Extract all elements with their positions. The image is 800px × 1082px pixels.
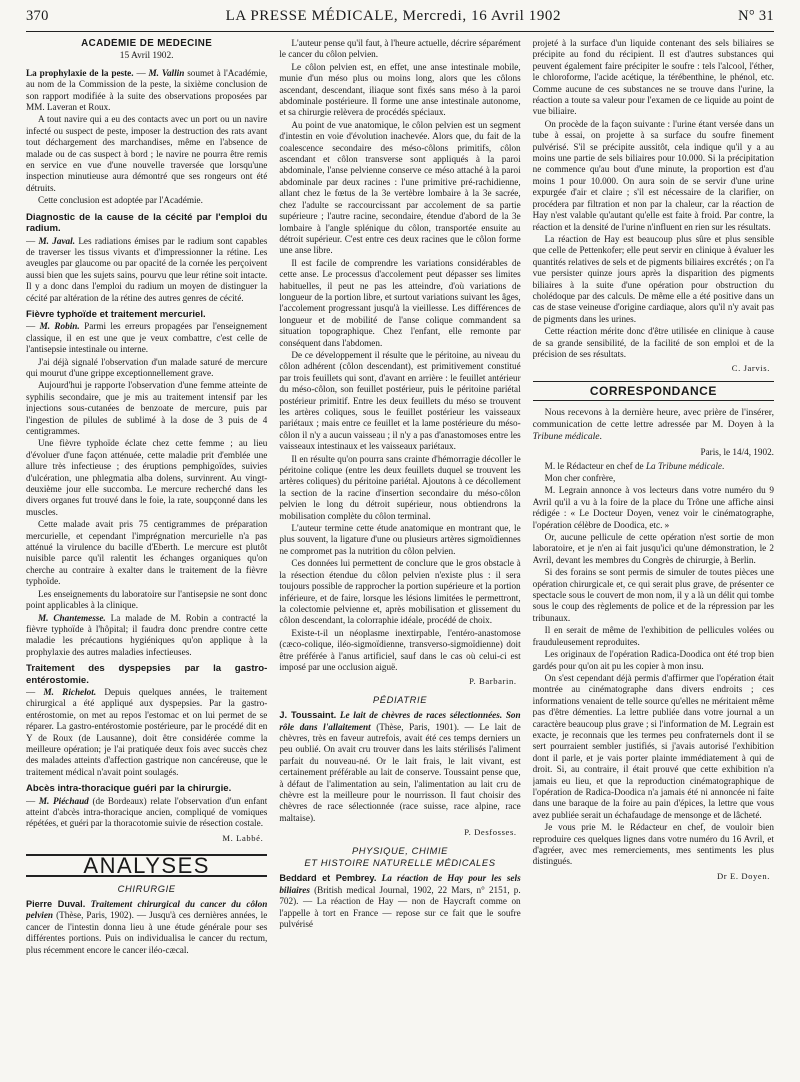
column-3 <box>533 38 774 1076</box>
letter-recipient <box>533 461 774 472</box>
ref-source: (Thèse, Paris, 1901). <box>370 721 460 732</box>
columns <box>26 38 774 1076</box>
paragraph: Au point de vue anatomique, le côlon pelvien est un segment d'intestin en voie d'évolution inachevée. Alors que, du fait de la coalescence secondaire des méso-côlons primitifs, côlon ascendant et côlon transverse sont appliqués à la paroi abdominale, l'anse pelvienne conserve ce méso attaché à la paroi abdominale par deux racines : l'une primitive pré-rachidienne, allant chez le fœtus de la 3e vertèbre lombaire à la 3e sacrée, chez l'adulte se raccourcissant par accolement de sa partie supérieure ; l'autre racine, secondaire, étendue d'abord de la 3e lombaire à l'angle splénique du côlon, transportée ensuite au détroit supérieur. C'est entre ces deux racines que le côlon forme une anse libre. <box>279 119 521 256</box>
paragraph: — M. Javal. Les radiations émises par le radium sont capables de traverser les tissus vivants et d'impressionner la rétine. Les aveugles par glaucome ou par opacité de la cornée les perçoivent aussi bien que les sujets sains, pourvu que leur rétine soit intacte. Il y a donc dans l'emploi du radium un moyen de distinguer la cécité par altération de la rétine des autres genres de cécité. <box>26 235 268 303</box>
paragraph: Je vous prie M. le Rédacteur en chef, de vouloir bien reproduire ces quelques lignes dans votre numéro du 16 Avril, et d'agréer, avec mes remerciements, mes sentiments les plus distingués. <box>532 822 774 867</box>
item-author: M. Javal. <box>38 235 75 246</box>
recipient-end: . <box>722 460 725 471</box>
paragraph: M. Legrain annonce à vos lecteurs dans votre numéro du 9 Avril qu'il a vu à la foire de la place du Trône une affiche ainsi rédigée : « Le Docteur Doyen, venez voir le cinématographe, l'opération célèbre de Doodica, etc. » <box>532 485 774 530</box>
paragraph: Cette réaction mérite donc d'être utilisée en clinique à cause de sa grande sensibilité, de la facilité de son emploi et de la précision de ses résultats. <box>532 326 774 359</box>
intro-end: . <box>599 431 602 443</box>
intro-paragraph <box>533 407 774 443</box>
paragraph: Le côlon pelvien est, en effet, une anse intestinale mobile, munie d'un méso plus ou moins long, alors que les côlons ascendant, descendant, iliaque sont fixés sans méso à la paroi abdominale postérieure. Il forme une anse intestinale autonome, et sa chirurgie relèvera de procédés spéciaux. <box>279 61 521 118</box>
signature: P. Barbarin. <box>469 676 517 687</box>
paragraph: A tout navire qui a eu des contacts avec un port ou un navire infecté ou suspect de peste, imposer la destruction des rats avant tout déchargement des marchandises, même en l'absence de malade ou de cas suspect à bord ; le navire ne pourra être remis en service en vue d'une nouvelle traversée que lorsqu'une inspection minutieuse aura démontré que ses rongeurs ont été détruits. <box>26 114 268 193</box>
item-title: Diagnostic de la cause de la cécité par l'emploi du radium. <box>26 211 268 235</box>
issue-number: N° 31 <box>738 8 774 24</box>
paragraph: Si des forains se sont permis de simuler de toutes pièces une opération chirurgicale et, ce qui serait plus grave, de présenter ce spectacle sous le couvert de mon nom, il y a là un délit qui tombe sous le coup des règlements de police et de la répression par les tribunaux. <box>532 567 774 623</box>
ref-source: (Thèse, Paris, 1902). <box>53 910 134 921</box>
ref-text: — Le lait de chèvres, très en faveur autrefois, avait été ces temps derniers un peu oublié. On avait cru trouver dans les laits stérilisés l'aliment parfait du nouveau-né. Or le lait frais, le lait vivant, est certainement préférable au lait de conserve. Toussaint pense que, à défaut de l'alimentation au sein, l'alimentation au lait cru de chèvre est la meilleure pour le nourrisson. Il faut choisir des chèvres de race sélectionnée (race suisse, race alpine, race maltaise). <box>279 721 521 823</box>
rubric-chirurgie: CHIRURGIE <box>117 882 176 894</box>
paragraph <box>26 613 267 659</box>
paragraph: Aujourd'hui je rapporte l'observation d'une femme atteinte de syphilis secondaire, que je mis au traitement intensif par les injections sous-cutanées de benzoate de mercure, puis par l'ingestion de pilules de sublimé à la dose de 3 puis de 4 centigrammes. <box>26 380 268 436</box>
reference-entry <box>279 710 520 824</box>
paragraph: Il en résulte qu'on pourra sans crainte d'hémorragie décoller le péritoine colique (entre les deux feuillets duquel se trouvent les artères coliques) du péritoine pariétal. Ajoutons à ce décollement la section de la racine d'insertion secondaire du méso-côlon pelvien le long du détroit supérieur, nous obtiendrons la mobilisation complète du côlon terminal. <box>279 453 521 521</box>
reference-entry <box>279 873 520 930</box>
paragraph: Il est facile de comprendre les variations considérables de cette anse. Le processus d'accolement peut dépasser ses limites habituelles, il peut ne pas les atteindre, d'où variations de longueur de la portion libre, et surtout variations suivant les âges, l'accolement progressant jusqu'à la vieillesse. Les différences de longueur et de mobilité de l'anse colique commandent sa situation topographique. Chez l'enfant, elle remonte par conséquent dans l'abdomen. <box>279 257 521 348</box>
letter-salutation: Mon cher confrère, <box>544 473 616 483</box>
paragraph: On procède de la façon suivante : l'urine étant versée dans un tube à essai, on projette à sa surface du soufre finement pulvérisé. S'il se précipite aussitôt, cela indique qu'il y a au moins une partie de sels biliaires pour 10.000. Si la précipitation ne commence qu'au bout d'une minute, la proportion est d'au moins 1 pour 10.000. On aura soin de se servir d'une urine expurgée d'air et claire ; s'il est nécessaire de la clarifier, on procédera par filtration et non par la chaleur, car la réaction de Hay n'est valable qu'autant qu'elle est faite à froid. Par contre, la réaction et la densité de l'urine n'influent en rien sur les résultats. <box>532 118 774 232</box>
ref-text: — La réaction de Hay — non de Haycraft comme on l'appelle à tort en France — repose sur ce fait que le soufre pulvérisé <box>279 896 521 930</box>
paragraph: Or, aucune pellicule de cette opération n'est sortie de mon laboratoire, et je n'en ai fait jusqu'ici qu'une démonstration, le 2 Avril, devant les membres du Congrès de chirurgie, à Berlin. <box>532 532 774 565</box>
paragraph: La prophylaxie de la peste. — M. Vallin soumet à l'Académie, au nom de la Commission de la peste, la sixième conclusion de son rapport modifiée à la suite des observations proposées par MM. Laveran et Roux. <box>26 67 268 113</box>
item-title: La prophylaxie de la peste. <box>26 67 134 78</box>
page-header <box>26 8 774 30</box>
item-author: M. Richelot. <box>43 686 97 697</box>
paragraph: Les enseignements du laboratoire sur l'antisepsie ne sont donc point applicables à la clinique. <box>26 588 268 611</box>
paragraph: — M. Piéchaud (de Bordeaux) relate l'observation d'un enfant atteint d'abcès intra-thoracique ancien, compliqué de vomiques répétées, et guéri par la thoracotomie suivie de résection costale. <box>26 795 268 829</box>
signature: C. Jarvis. <box>731 363 770 374</box>
paragraph: Ces données lui permettent de conclure que le gros obstacle à la résection étendue du côlon pelvien n'existe plus : il sera toujours possible de rapprocher la portion supérieure et la portion inférieure, et de faire, lorsque les lésions limitées le permettront, la colectomie pelvienne et, après mobilisation et glissement du côlon descendant, la colorraphie idéale, procédé de choix. <box>279 558 521 626</box>
ref-author: J. Toussaint. <box>279 710 337 721</box>
item-author: M. Piéchaud <box>38 795 89 806</box>
paragraph: — M. Richelot. Depuis quelques années, le traitement chirurgical a été appliqué aux dyspepsies. Par la gastro-entérostomie, on met au repos l'estomac et on lui permet de se réparer. La gastro-entérostomie postérieure, par le procédé dit en Y de Roux (de Lausanne), doit être considérée comme la meilleure opération; je l'ai pratiquée deux fois avec succès chez des malades atteints d'affection gastrique non cancéreuse, que le traitement médical n'avait point soulagés. <box>26 686 268 777</box>
ref-title: Traitement chirurgical du cancer du côlon pelvien <box>26 899 268 921</box>
intro-journal: Tribune médicale <box>532 431 600 443</box>
item-author: M. Vallin <box>148 67 185 78</box>
item-text: Depuis quelques années, le traitement chirurgical a été appliqué aux dyspepsies. Par la gastro-entérostomie, on met au repos l'estomac et on lui permet de se réparer. La gastro-entérostomie postérieure, par le procédé dit en Y de Roux (de Lausanne), doit être considérée comme la meilleure opération; je l'ai pratiquée deux fois avec succès chez des malades atteints d'affection gastrique non cancéreuse, que le traitement médical n'avait point soulagés. <box>26 686 268 777</box>
paragraph: De ce développement il résulte que le péritoine, au niveau du côlon adhérent (côlon descendant), est primitivement constitué par trois feuillets qui sont, d'avant en arrière : le feuillet antérieur du méso-côlon, son feuillet postérieur, puis le péritoine pariétal postérieur primitif. Entre les deux feuillets du méso se trouvent les artères coliques, sous le feuillet postérieur les vaisseaux pariétaux ; mais entre ce feuillet et la lame postérieure du méso-côlon il n'y a aucun vaisseau ; il n'y a pas d'anastomoses entre les vaisseaux intestinaux et les vaisseaux pariétaux. <box>279 349 521 452</box>
intro-text: Nous recevons à la dernière heure, avec prière de l'insérer, communication de cette lettre adressée par M. Doyen à la <box>532 407 774 431</box>
section-title-academie: ACADÉMIE DE MÉDECINE <box>81 38 213 49</box>
recipient-journal: La Tribune médicale <box>645 460 722 471</box>
item-text: Les radiations émises par le radium sont capables de traverser les tissus vivants et d'impressionner la rétine. Les aveugles par glaucome ou par opacité de la cornée les perçoivent aussi bien que les sujets sains, pourvu que leur rétine soit intacte. Il y a donc dans l'emploi du radium un moyen de distinguer la cécité par altération de la rétine des autres genres de cécité. <box>26 235 268 303</box>
paragraph: Les originaux de l'opération Radica-Doodica ont été trop bien gardés pour qu'on ait pu les copier à mon insu. <box>532 649 774 671</box>
paragraph: La réaction de Hay est beaucoup plus sûre et plus sensible que celle de Pettenkofer; elle peut servir en clinique à évaluer les quantités relatives de sels et de pigments biliaires excrétés ; on l'a vue persister quinze jours après la disparition des pigments biliaires à la suite d'une opération pour obstruction du cholédoque par des calculs. De même elle a été positive dans un cas de stase veineuse d'origine cardiaque, alors qu'il n'y avait pas de pigments dans les urines. <box>532 233 774 324</box>
paragraph: L'auteur termine cette étude anatomique en montrant que, le plus souvent, la ligature d'une ou plusieurs artères sigmoïdiennes ne compromet pas la nutrition du côlon pelvien. <box>279 523 521 556</box>
signature: M. Labbé. <box>222 832 264 843</box>
item-title: Fièvre typhoïde et traitement mercuriel. <box>26 308 206 320</box>
recipient-text: M. le Rédacteur en chef de <box>544 460 646 471</box>
rubric-pediatrie: PÉDIATRIE <box>372 693 428 705</box>
reference-entry <box>26 899 267 956</box>
paragraph: Cette conclusion est adoptée par l'Académie. <box>38 195 203 206</box>
ref-author: Pierre Duval. <box>26 899 86 910</box>
rubric-physique: PHYSIQUE, CHIMIE <box>351 844 449 856</box>
column-1 <box>26 38 267 1076</box>
paragraph: Il en serait de même de l'exhibition de pellicules volées ou frauduleusement reproduites. <box>532 625 774 647</box>
paragraph: L'auteur pense qu'il faut, à l'heure actuelle, décrire séparément le cancer du côlon pelvien. <box>279 38 521 60</box>
item-title: Traitement des dyspepsies par la gastro-entérostomie. <box>26 663 268 686</box>
item-text: Parmi les erreurs propagées par l'enseignement classique, il en est une que je veux combattre, c'est celle de l'antisepsie intestinale ou interne. <box>26 321 268 355</box>
ref-title: Le lait de chèvres de races sélectionnées. Son rôle dans l'allaitement <box>279 710 521 732</box>
section-date: 15 Avril 1902. <box>119 51 174 62</box>
item-title: Abcès intra-thoracique guéri par la chirurgie. <box>26 783 232 795</box>
column-2 <box>279 38 520 1076</box>
rubric-physique-2: ET HISTOIRE NATURELLE MÉDICALES <box>304 857 496 869</box>
item-author: M. Chantemesse. <box>38 612 106 623</box>
item-author: M. Robin. <box>39 321 80 332</box>
letter-signature: Dr E. Doyen. <box>716 870 770 881</box>
ref-title: La réaction de Hay pour les sels biliaires <box>279 873 521 895</box>
paragraph: Une fièvre typhoïde éclate chez cette femme ; au lieu d'évoluer d'une façon atténuée, cette maladie prit d'emblée une allure très infectieuse ; des éruptions pemphigoïdes, suivies d'ulcération, une phlegmatia alba dolens, survinrent. Au vingt-deuxième jour elle succomba. Le mercure recherché dans les divers organes fut trouvé dans le foie, la rate, soupçonné dans les muscles. <box>26 438 268 517</box>
item-text: (de Bordeaux) relate l'observation d'un enfant atteint d'abcès intra-thoracique ancien, compliqué de vomiques répétées, et guéri par la thoracotomie suivie de résection costale. <box>26 795 268 829</box>
paragraph: Cette malade avait pris 75 centigrammes de préparation mercurielle, et cependant l'imprégnation mercurielle n'a pas atténué la virulence du bacille d'Eberth. Le mercure est plutôt nuisible parce qu'il ralentit les échanges organiques qu'on cherche au contraire à exalter dans le traitement de la fièvre typhoïde. <box>26 519 268 587</box>
journal-title: LA PRESSE MÉDICALE, Mercredi, 16 Avril 1902 <box>225 8 562 24</box>
header-rule <box>26 31 774 32</box>
section-title-correspondance: CORRESPONDANCE <box>533 381 774 401</box>
paragraph: — M. Robin. Parmi les erreurs propagées par l'enseignement classique, il en est une que je veux combattre, c'est celle de l'antisepsie intestinale ou interne. <box>26 321 268 355</box>
section-title-analyses: ANALYSES <box>26 854 267 876</box>
item-text: soumet à l'Académie, au nom de la Commission de la peste, la sixième conclusion de son rapport modifiée à la suite des observations proposées par MM. Laveran et Roux. <box>26 67 268 113</box>
paragraph: Existe-t-il un néoplasme inextirpable, l'entéro-anastomose (cæco-colique, iléo-sigmoïdienne, transverso-sigmoïdienne) doit être préférée à l'anus artificiel, sauf dans le cas où celui-ci est imposé par une occlusion aiguë. <box>279 627 521 672</box>
page-number: 370 <box>26 8 49 24</box>
letter-date: Paris, le 14/4, 1902. <box>700 447 774 458</box>
ref-text: — Jusqu'à ces dernières années, le cancer de l'intestin donna lieu à une étude générale pour ses différentes portions. Puis on individualisa le cancer du rectum, plus récemment encore le cancer iléo-cæcal. <box>26 910 268 955</box>
paragraph: projeté à la surface d'un liquide contenant des sels biliaires se précipite au fond du récipient. Il est d'autres substances qui peuvent également faire précipiter le soufre : tels l'alcool, l'éther, le chloroforme, l'acide acétique, la térébenthine, le phénol, etc. Comme aucune de ces substances ne se trouve dans l'urine, la réaction a toute sa valeur pour l'examen de ce liquide au point de vue biliaire. <box>532 38 774 117</box>
ref-author: Beddard et Pembrey. <box>279 873 377 884</box>
signature: P. Desfosses. <box>464 827 517 838</box>
ref-source: (British medical Journal, 1902, 22 Mars, n° 2151, p. 702). <box>279 884 521 907</box>
paragraph: On s'est cependant déjà permis d'affirmer que l'opération était montrée au cinématographe dans divers endroits ; ces informations venaient de telle source qu'elles ne méritaient même pas d'être démenties. La lettre publiée dans votre journal a un caractère beaucoup plus grave ; si l'information de M. Legrain est exacte, je reconnais que les termes peu confraternels dont il se sert pourraient sembler justifiés, si j'avais autorisé l'exhibition dont il parle, et je vais porter plainte immédiatement à qui de droit. Si, au contraire, il était prouvé que cette exhibition n'a jamais eu lieu, et que la reproduction cinématographique de l'opération de Radica-Doodica n'a jamais été ni annoncée ni faite dans une baraque de la foire au pain d'épices, la lettre que vous avez publiée serait un échafaudage de mensonge et de lâcheté. <box>532 672 774 820</box>
item-text: La malade de M. Robin a contracté la fièvre typhoïde à l'hôpital; il faudra donc prendre contre cette maladie les précautions hygiéniques qu'on applique à la prophylaxie des autres maladies infectieuses. <box>26 612 268 657</box>
paragraph: J'ai déjà signalé l'observation d'un malade saturé de mercure qui mourut d'une grippe exceptionnellement grave. <box>26 356 268 378</box>
